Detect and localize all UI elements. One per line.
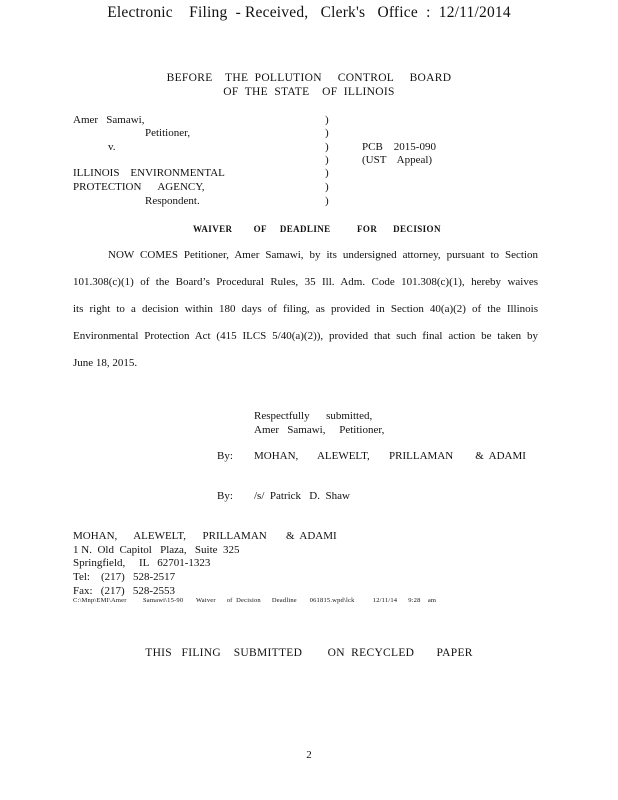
caption-paren: ) <box>325 141 329 153</box>
signature-party: Amer Samawi, Petitioner, <box>254 424 385 436</box>
body-line: 101.308(c)(1) of the Board’s Procedural Rules, 35 Ill. Adm. Code 101.308(c)(1), hereby waives <box>73 276 538 288</box>
case-number: PCB 2015-090 <box>362 141 436 153</box>
respondent-role: Respondent. <box>145 195 200 207</box>
caption-paren: ) <box>325 167 329 179</box>
caption-paren: ) <box>325 127 329 139</box>
petitioner-name: Amer Samawi, <box>73 114 145 126</box>
board-name-line-2: OF THE STATE OF ILLINOIS <box>223 86 395 98</box>
petitioner-role: Petitioner, <box>145 127 191 139</box>
board-name-line-1: BEFORE THE POLLUTION CONTROL BOARD <box>166 72 452 84</box>
signature-firm: MOHAN, ALEWELT, PRILLAMAN & ADAMI <box>254 450 526 462</box>
firm-address-line-1: 1 N. Old Capitol Plaza, Suite 325 <box>73 544 240 556</box>
caption-paren: ) <box>325 195 329 207</box>
case-type: (UST Appeal) <box>362 154 433 166</box>
firm-name: MOHAN, ALEWELT, PRILLAMAN & ADAMI <box>73 530 337 542</box>
recycled-paper-notice: THIS FILING SUBMITTED ON RECYCLED PAPER <box>145 647 473 659</box>
caption-paren: ) <box>325 114 329 126</box>
firm-fax: Fax: (217) 528-2553 <box>73 585 176 597</box>
file-path-footer: C:\Mnp\EMI\Amer Samawi\15-90 Waiver of Decision Deadline 061815.wpd\lck 12/11/14 9:28 am <box>73 597 437 604</box>
electronic-signature: /s/ Patrick D. Shaw <box>254 490 350 502</box>
firm-address-line-2: Springfield, IL 62701-1323 <box>73 557 211 569</box>
document-title: WAIVER OF DEADLINE FOR DECISION <box>193 224 441 234</box>
respondent-name-line-2: PROTECTION AGENCY, <box>73 181 205 193</box>
body-line: June 18, 2015. <box>73 357 138 369</box>
body-line: NOW COMES Petitioner, Amer Samawi, by its undersigned attorney, pursuant to Section <box>108 249 538 261</box>
body-line: its right to a decision within 180 days of filing, as provided in Section 40(a)(2) of the Illinois <box>73 303 538 315</box>
firm-telephone: Tel: (217) 528-2517 <box>73 571 176 583</box>
signature-closing: Respectfully submitted, <box>254 410 373 422</box>
versus-label: v. <box>108 141 116 153</box>
by-label: By: <box>217 490 233 502</box>
electronic-filing-stamp: Electronic Filing - Received, Clerk's Office : 12/11/2014 <box>107 4 511 21</box>
page-number: 2 <box>306 749 312 761</box>
caption-paren: ) <box>325 154 329 166</box>
caption-paren: ) <box>325 181 329 193</box>
body-line: Environmental Protection Act (415 ILCS 5/40(a)(2)), provided that such final action be taken by <box>73 330 538 342</box>
by-label: By: <box>217 450 233 462</box>
respondent-name-line-1: ILLINOIS ENVIRONMENTAL <box>73 167 225 179</box>
